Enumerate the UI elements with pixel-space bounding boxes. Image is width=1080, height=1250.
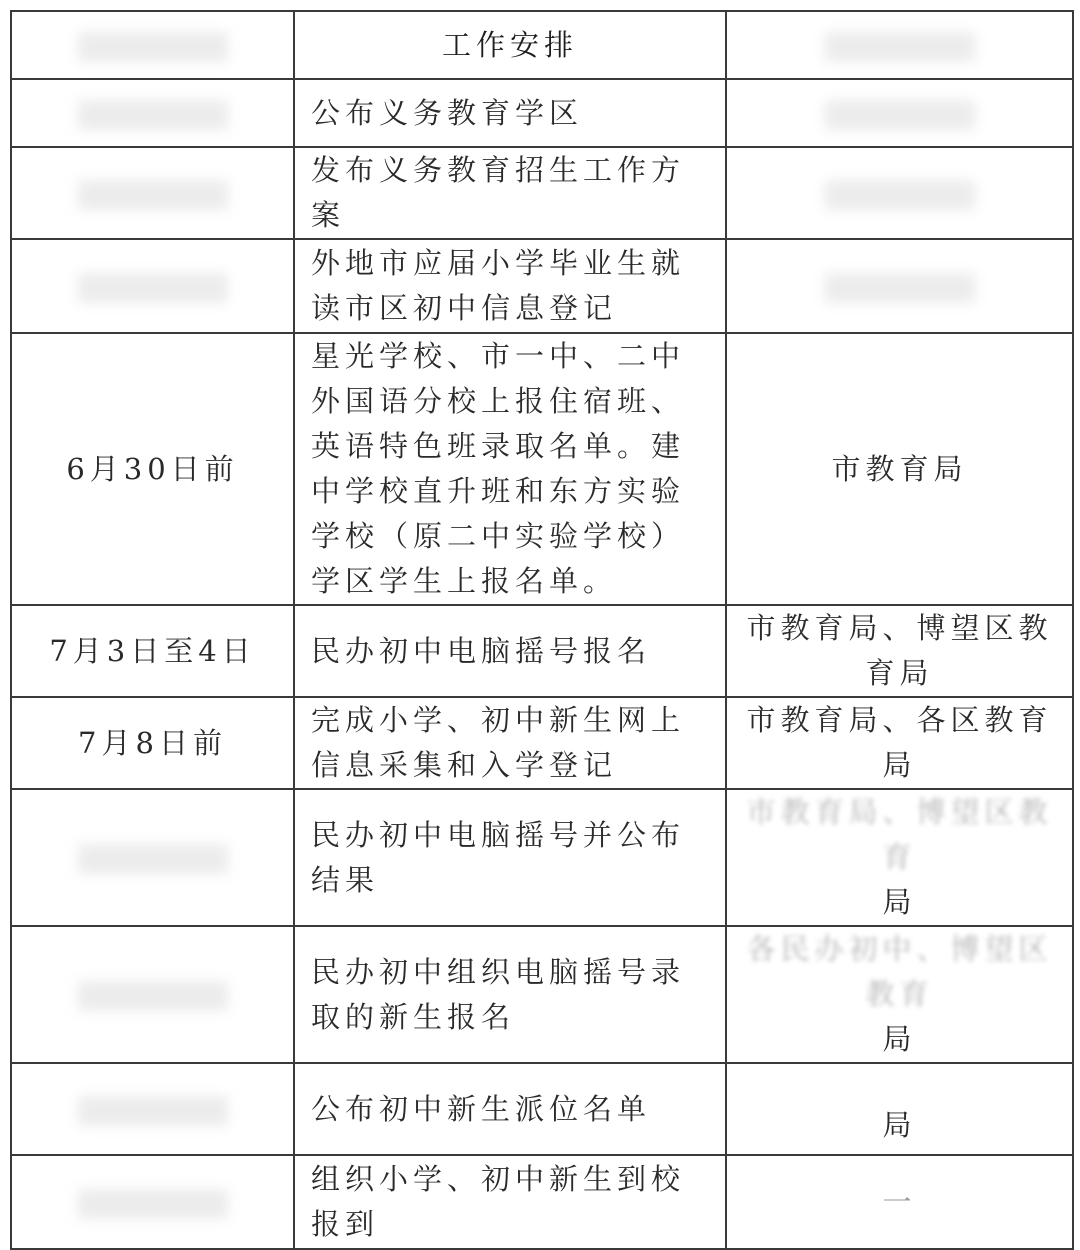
dept-cell: 市教育局、各区教育局 <box>726 697 1073 789</box>
date-cell: 7月8日前 <box>11 697 294 789</box>
blurred-dept-text: 市教育局、博望区教育 <box>746 795 1053 874</box>
dept-tail-text: 局 <box>882 1108 917 1142</box>
table-row <box>11 789 1073 926</box>
table-row <box>11 926 1073 1063</box>
task-cell: 民办初中组织电脑摇号录取的新生报名 <box>294 926 726 1063</box>
table-row <box>11 1155 1073 1249</box>
task-cell: 组织小学、初中新生到校报到 <box>294 1155 726 1249</box>
dept-cell <box>726 79 1073 147</box>
date-cell <box>11 239 294 333</box>
task-cell: 完成小学、初中新生网上信息采集和入学登记 <box>294 697 726 789</box>
date-cell: 6月30日前 <box>11 333 294 605</box>
table-row <box>11 79 1073 147</box>
table-row <box>11 605 1073 697</box>
date-cell: 7月3日至4日 <box>11 605 294 697</box>
blurred-dept-text: 各民办初中、博望区教育 <box>746 932 1053 1011</box>
header-dept-cell <box>726 11 1073 79</box>
dept-cell <box>726 1155 1073 1249</box>
dept-cell: 市教育局、博望区教育局 <box>726 605 1073 697</box>
schedule-table <box>10 10 1074 1250</box>
dept-dash-text: 一 <box>882 1184 917 1219</box>
table-row <box>11 239 1073 333</box>
dept-cell <box>726 1063 1073 1155</box>
header-task-cell: 工作安排 <box>294 11 726 79</box>
table-row <box>11 1063 1073 1155</box>
table-row <box>11 333 1073 605</box>
date-cell <box>11 789 294 926</box>
dept-tail-text: 局 <box>882 885 917 919</box>
table-row <box>11 147 1073 239</box>
dept-cell <box>726 926 1073 1063</box>
dept-cell <box>726 147 1073 239</box>
table-row <box>11 697 1073 789</box>
task-cell: 民办初中电脑摇号报名 <box>294 605 726 697</box>
task-cell: 公布初中新生派位名单 <box>294 1063 726 1155</box>
task-cell: 公布义务教育学区 <box>294 79 726 147</box>
date-cell <box>11 926 294 1063</box>
task-cell: 民办初中电脑摇号并公布结果 <box>294 789 726 926</box>
task-cell: 发布义务教育招生工作方案 <box>294 147 726 239</box>
dept-cell <box>726 239 1073 333</box>
date-cell <box>11 79 294 147</box>
header-date-cell <box>11 11 294 79</box>
task-cell: 星光学校、市一中、二中外国语分校上报住宿班、英语特色班录取名单。建中学校直升班和东方实验学校（原二中实验学校）学区学生上报名单。 <box>294 333 726 605</box>
date-cell <box>11 1155 294 1249</box>
dept-cell: 市教育局 <box>726 333 1073 605</box>
dept-tail-text: 局 <box>882 1022 917 1056</box>
table-header-row <box>11 11 1073 79</box>
task-cell: 外地市应届小学毕业生就读市区初中信息登记 <box>294 239 726 333</box>
date-cell <box>11 1063 294 1155</box>
date-cell <box>11 147 294 239</box>
dept-cell <box>726 789 1073 926</box>
